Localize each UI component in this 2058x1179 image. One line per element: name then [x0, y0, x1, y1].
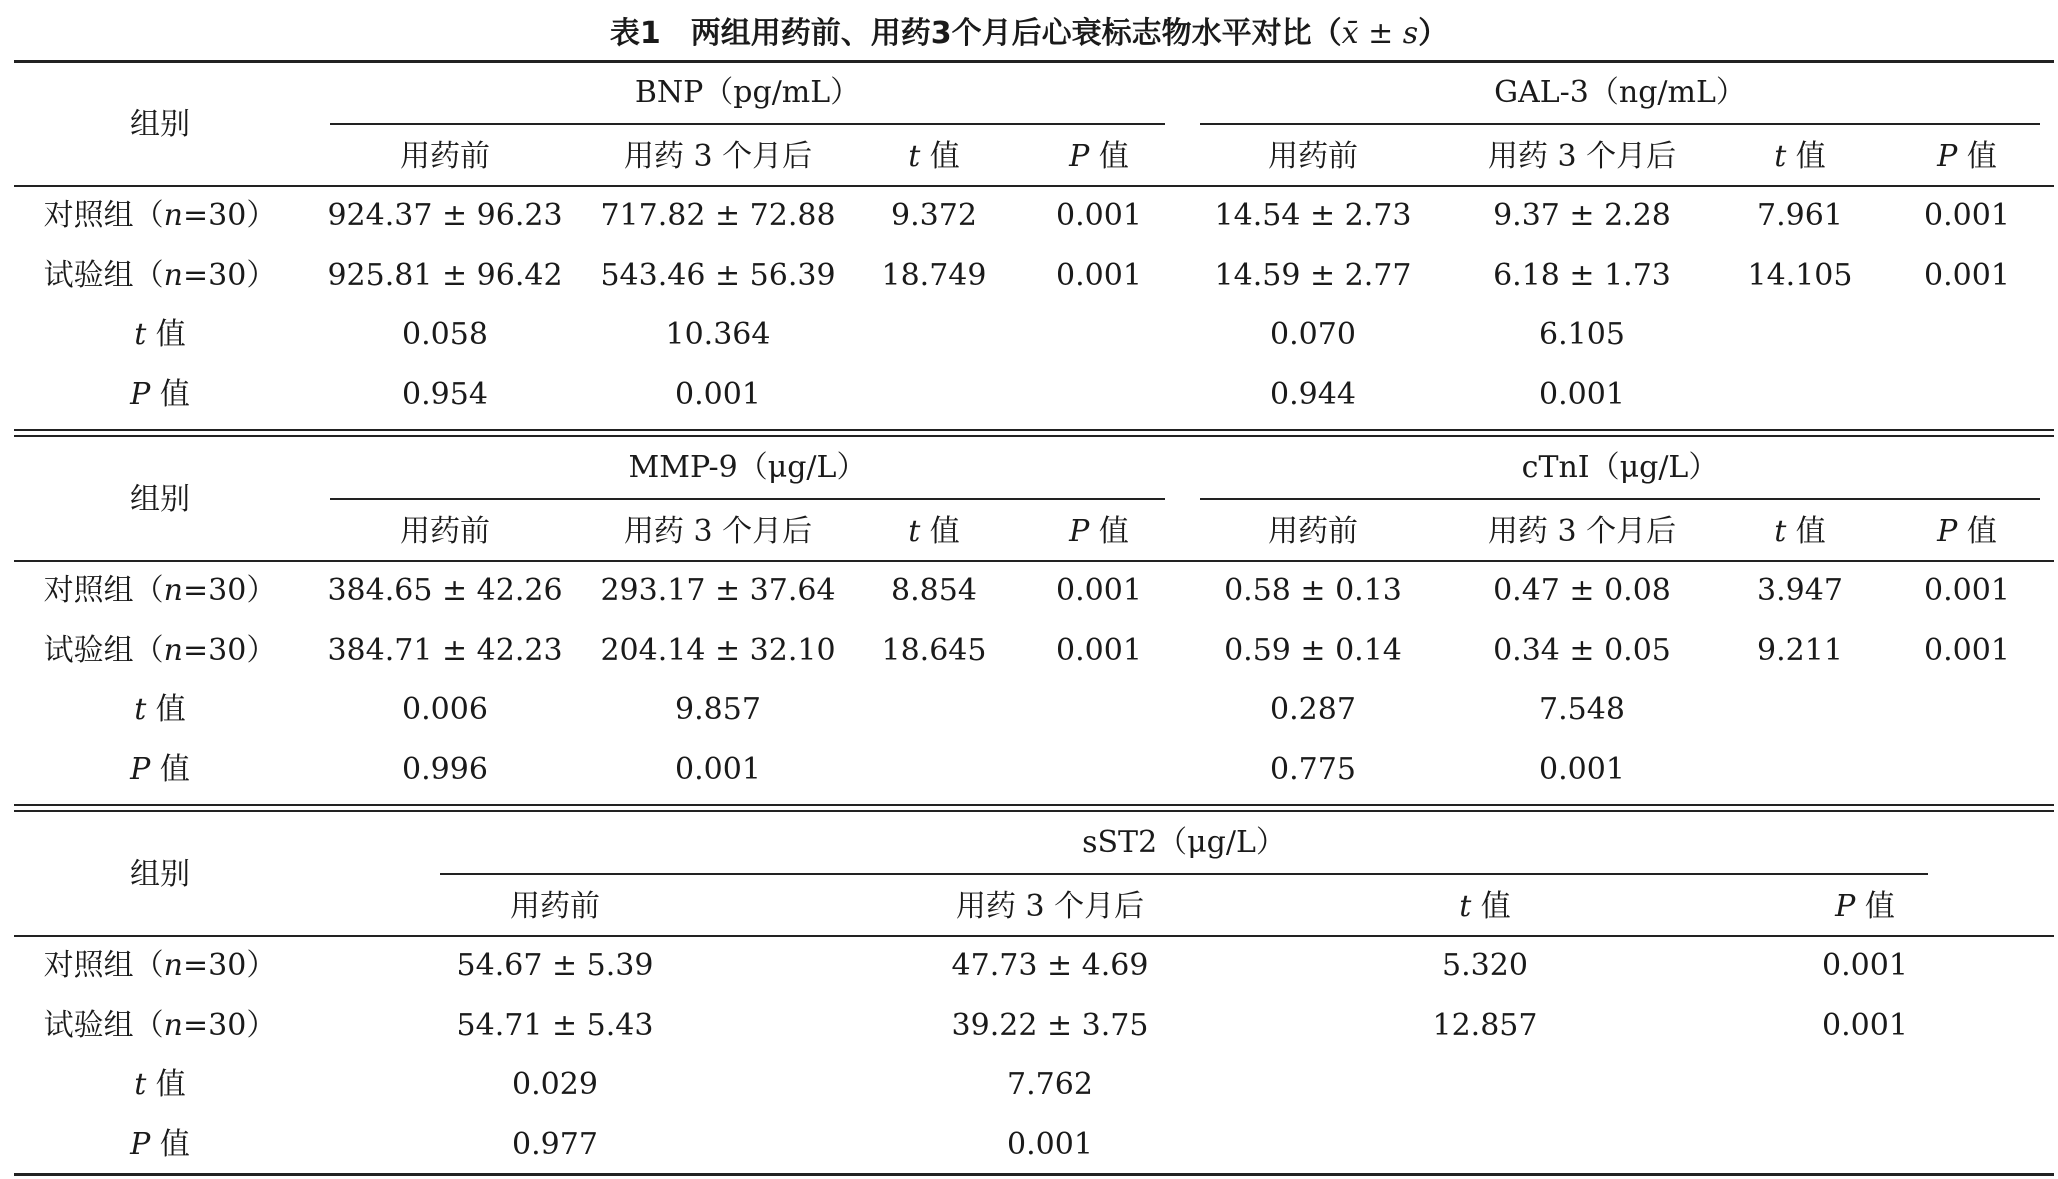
cell-control: 54.67 ± 5.39 — [456, 948, 654, 983]
cell-t: 0.029 — [512, 1067, 598, 1102]
table-title — [0, 12, 2058, 56]
column-header-t: t 值 — [1459, 889, 1511, 924]
group-header: 组别 — [130, 107, 190, 142]
marker-header-underline — [1200, 498, 2040, 500]
cell-t: 9.857 — [675, 692, 761, 727]
cell-test: 0.001 — [1056, 632, 1142, 668]
header-bottom-border — [14, 185, 2054, 187]
cell-t: 7.548 — [1539, 692, 1625, 727]
marker-header-underline — [330, 498, 1165, 500]
cell-t: 6.105 — [1539, 317, 1625, 352]
row-label-p: P 值 — [130, 751, 190, 787]
group-header: 组别 — [130, 482, 190, 517]
column-header-before: 用药前 — [510, 889, 600, 924]
cell-control: 7.961 — [1757, 198, 1843, 233]
marker-header: BNP（pg/mL） — [634, 75, 861, 110]
cell-control: 47.73 ± 4.69 — [951, 948, 1149, 983]
cell-t: 10.364 — [665, 317, 771, 352]
column-header-p: P 值 — [1937, 139, 1997, 174]
cell-test: 0.001 — [1822, 1007, 1908, 1043]
column-header-before: 用药前 — [400, 514, 490, 549]
cell-test: 18.749 — [881, 257, 987, 293]
column-header-t: t 值 — [908, 514, 960, 549]
cell-p: 0.954 — [402, 376, 488, 412]
marker-header-underline — [330, 123, 1165, 125]
column-header-after: 用药 3 个月后 — [1487, 139, 1677, 174]
row-label-test: 试验组（n=30） — [43, 1007, 277, 1043]
marker-header: MMP-9（μg/L） — [628, 450, 867, 485]
cell-test: 0.34 ± 0.05 — [1493, 632, 1671, 668]
table-title-stat: x̄ ± s — [1341, 16, 1419, 51]
cell-test: 14.105 — [1747, 257, 1853, 293]
cell-control: 0.001 — [1056, 198, 1142, 233]
cell-control: 0.001 — [1924, 573, 2010, 608]
column-header-p: P 值 — [1835, 889, 1895, 924]
column-header-before: 用药前 — [400, 139, 490, 174]
marker-header: GAL-3（ng/mL） — [1494, 75, 1746, 110]
cell-test: 54.71 ± 5.43 — [456, 1007, 654, 1043]
row-label-control: 对照组（n=30） — [43, 198, 277, 233]
section-divider — [14, 804, 2054, 806]
cell-t: 7.762 — [1007, 1067, 1093, 1102]
row-label-t: t 值 — [134, 317, 186, 352]
table-title-close: ） — [1418, 16, 1449, 51]
cell-test: 0.59 ± 0.14 — [1224, 632, 1402, 668]
header-bottom-border — [14, 560, 2054, 562]
cell-control: 717.82 ± 72.88 — [600, 198, 836, 233]
cell-test: 0.001 — [1056, 257, 1142, 293]
cell-p: 0.001 — [1007, 1126, 1093, 1162]
table-top-border — [14, 60, 2054, 63]
marker-header: cTnI（μg/L） — [1521, 450, 1719, 485]
row-label-test: 试验组（n=30） — [43, 257, 277, 293]
cell-test: 14.59 ± 2.77 — [1214, 257, 1412, 293]
cell-control: 9.37 ± 2.28 — [1493, 198, 1671, 233]
cell-control: 0.001 — [1924, 198, 2010, 233]
marker-header-underline — [440, 873, 1928, 875]
cell-control: 924.37 ± 96.23 — [327, 198, 563, 233]
row-label-p: P 值 — [130, 376, 190, 412]
cell-control: 0.001 — [1822, 948, 1908, 983]
marker-header: sST2（μg/L） — [1082, 825, 1286, 860]
cell-p: 0.001 — [1539, 376, 1625, 412]
row-label-control: 对照组（n=30） — [43, 948, 277, 983]
cell-p: 0.996 — [402, 751, 488, 787]
cell-test: 6.18 ± 1.73 — [1493, 257, 1671, 293]
row-label-test: 试验组（n=30） — [43, 632, 277, 668]
row-label-control: 对照组（n=30） — [43, 573, 277, 608]
cell-control: 293.17 ± 37.64 — [600, 573, 836, 608]
header-bottom-border — [14, 935, 2054, 937]
column-header-p: P 值 — [1069, 514, 1129, 549]
column-header-t: t 值 — [1774, 139, 1826, 174]
section-divider — [14, 435, 2054, 437]
table-bottom-border — [14, 1173, 2054, 1176]
column-header-before: 用药前 — [1268, 514, 1358, 549]
row-label-t: t 值 — [134, 1067, 186, 1102]
column-header-after: 用药 3 个月后 — [623, 514, 813, 549]
cell-control: 0.001 — [1056, 573, 1142, 608]
cell-test: 18.645 — [881, 632, 987, 668]
column-header-after: 用药 3 个月后 — [955, 889, 1145, 924]
cell-test: 925.81 ± 96.42 — [327, 257, 563, 293]
row-label-p: P 值 — [130, 1126, 190, 1162]
cell-test: 0.001 — [1924, 632, 2010, 668]
cell-p: 0.775 — [1270, 751, 1356, 787]
cell-test: 543.46 ± 56.39 — [600, 257, 836, 293]
cell-test: 0.001 — [1924, 257, 2010, 293]
cell-control: 384.65 ± 42.26 — [327, 573, 563, 608]
cell-p: 0.001 — [675, 751, 761, 787]
column-header-t: t 值 — [908, 139, 960, 174]
column-header-before: 用药前 — [1268, 139, 1358, 174]
cell-control: 5.320 — [1442, 948, 1528, 983]
cell-p: 0.001 — [675, 376, 761, 412]
group-header: 组别 — [130, 857, 190, 892]
row-label-t: t 值 — [134, 692, 186, 727]
marker-header-underline — [1200, 123, 2040, 125]
table-title-text: 表1 两组用药前、用药3个月后心衰标志物水平对比（ — [609, 16, 1342, 51]
column-header-after: 用药 3 个月后 — [623, 139, 813, 174]
column-header-t: t 值 — [1774, 514, 1826, 549]
cell-control: 8.854 — [891, 573, 977, 608]
cell-t: 0.058 — [402, 317, 488, 352]
cell-test: 384.71 ± 42.23 — [327, 632, 563, 668]
section-divider — [14, 429, 2054, 431]
cell-t: 0.006 — [402, 692, 488, 727]
column-header-after: 用药 3 个月后 — [1487, 514, 1677, 549]
cell-control: 0.58 ± 0.13 — [1224, 573, 1402, 608]
cell-control: 3.947 — [1757, 573, 1843, 608]
cell-control: 9.372 — [891, 198, 977, 233]
cell-p: 0.944 — [1270, 376, 1356, 412]
cell-test: 39.22 ± 3.75 — [951, 1007, 1149, 1043]
cell-test: 12.857 — [1432, 1007, 1538, 1043]
cell-t: 0.070 — [1270, 317, 1356, 352]
cell-test: 9.211 — [1757, 632, 1843, 668]
cell-p: 0.001 — [1539, 751, 1625, 787]
cell-control: 14.54 ± 2.73 — [1214, 198, 1412, 233]
cell-control: 0.47 ± 0.08 — [1493, 573, 1671, 608]
cell-p: 0.977 — [512, 1126, 598, 1162]
cell-t: 0.287 — [1270, 692, 1356, 727]
cell-test: 204.14 ± 32.10 — [600, 632, 836, 668]
column-header-p: P 值 — [1937, 514, 1997, 549]
column-header-p: P 值 — [1069, 139, 1129, 174]
section-divider — [14, 810, 2054, 812]
